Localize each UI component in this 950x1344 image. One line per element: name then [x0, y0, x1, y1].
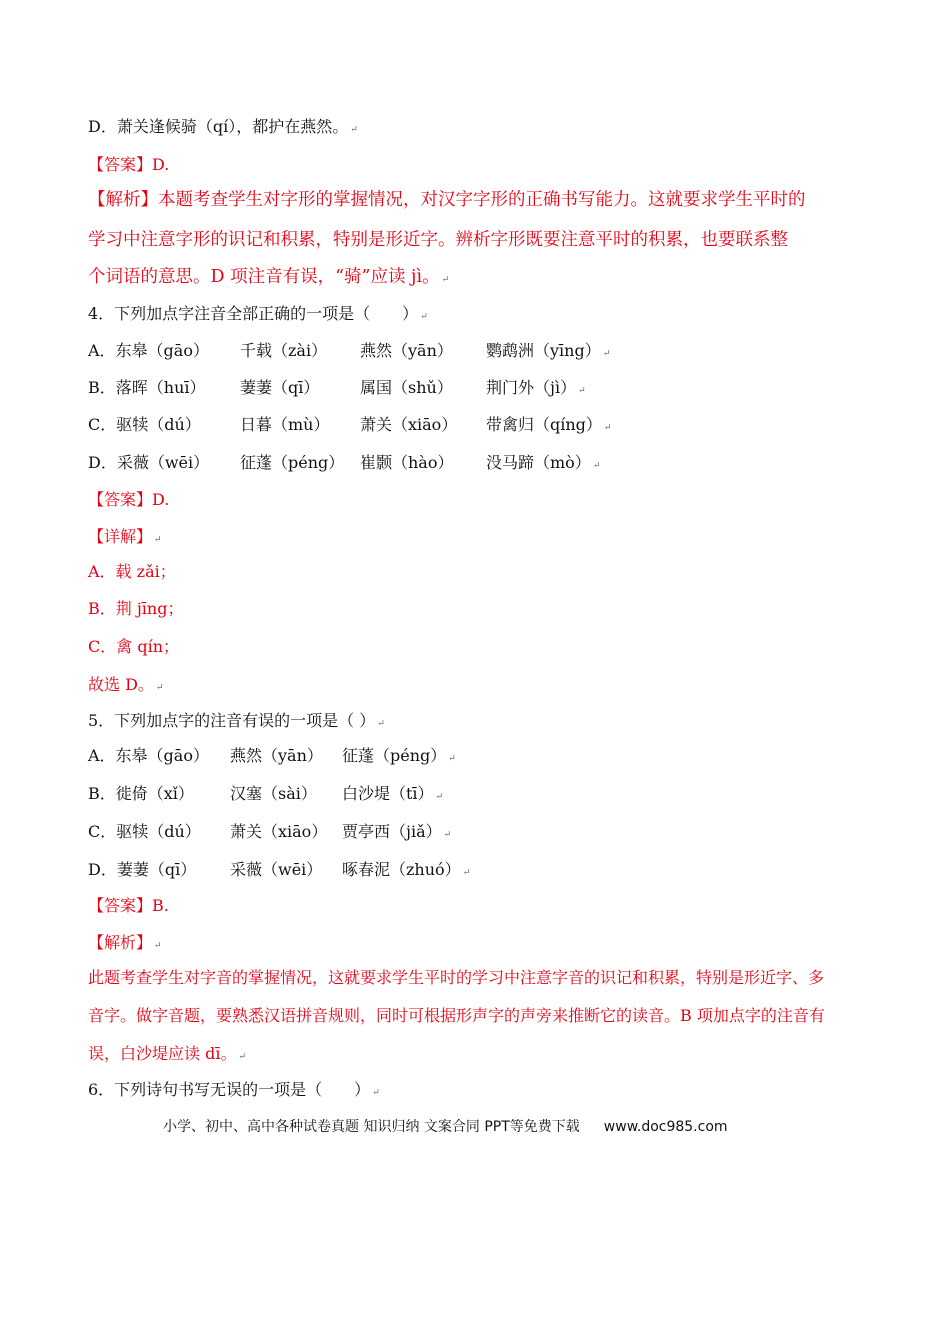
q5-stem: 5．下列加点字的注音有误的一项是（ ） ↵ [88, 711, 385, 730]
q6-stem: 6．下列诗句书写无误的一项是（ ） ↵ [88, 1080, 380, 1099]
q5-analysis-line1: 此题考查学生对字音的掌握情况，这就要求学生平时的学习中注意字音的识记和积累，特别是形近字、多 [88, 968, 825, 987]
q4-detail-c: C．禽 qín； [88, 637, 179, 656]
q5-analysis-heading: 【解析】 ↵ [88, 933, 162, 952]
q3-answer: 【答案】D. [88, 155, 170, 174]
q4-option-c: C．驱犊（dú） 日暮（mù） 萧关（xiāo） 带禽归（qíng） ↵ [88, 415, 612, 434]
q4-option-a: A．东皋（gāo） 千载（zài） 燕然（yān） 鹦鹉洲（yīng） ↵ [88, 341, 611, 360]
footer-url[interactable]: www.doc985.com [603, 1119, 728, 1135]
q4-detail-heading: 【详解】 ↵ [88, 527, 162, 546]
q4-answer: 【答案】D. [88, 490, 170, 509]
q4-option-b: B．落晖（huī） 萋萋（qī） 属国（shǔ） 荆门外（jì） ↵ [88, 378, 586, 397]
q3-option-d: D．萧关逢候骑（qí），都护在燕然。 ↵ [88, 117, 358, 136]
q3-analysis-line2: 学习中注意字形的识记和积累，特别是形近字。辨析字形既要注意平时的积累，也要联系整 [88, 230, 788, 250]
q5-option-c: C．驱犊（dú） 萧关（xiāo） 贾亭西（jiǎ） ↵ [88, 822, 452, 841]
footer-text: 小学、初中、高中各种试卷真题 知识归纳 文案合同 PPT等免费下载 [163, 1119, 580, 1135]
q5-option-d: D．萋萋（qī） 采薇（wēi） 啄春泥（zhuó） ↵ [88, 860, 471, 879]
q5-analysis-line3: 误，白沙堤应读 dī。 ↵ [88, 1044, 246, 1063]
q5-option-a: A．东皋（gāo） 燕然（yān） 征蓬（péng） ↵ [88, 746, 456, 765]
q4-detail-a: A．载 zǎi； [88, 562, 176, 581]
q4-stem: 4．下列加点字注音全部正确的一项是（ ） ↵ [88, 304, 428, 323]
q5-answer: 【答案】B. [88, 896, 169, 915]
page-footer [163, 1116, 728, 1136]
q4-conclusion: 故选 D。 ↵ [88, 675, 164, 694]
q5-option-b: B．徙倚（xǐ） 汉塞（sài） 白沙堤（tī） ↵ [88, 784, 444, 803]
q4-option-d: D．采薇（wēi） 征蓬（péng） 崔颢（hào） 没马蹄（mò） ↵ [88, 453, 601, 472]
q4-detail-b: B．荆 jīng； [88, 599, 184, 618]
q3-analysis-line1: 【解析】本题考查学生对字形的掌握情况，对汉字字形的正确书写能力。这就要求学生平时的 [88, 190, 806, 210]
q3-analysis-line3: 个词语的意思。D 项注音有误，“骑”应读 jì。 ↵ [88, 267, 450, 287]
q5-analysis-line2: 音字。做字音题，要熟悉汉语拼音规则，同时可根据形声字的声旁来推断它的读音。B 项加点字的注音有 [88, 1006, 825, 1025]
